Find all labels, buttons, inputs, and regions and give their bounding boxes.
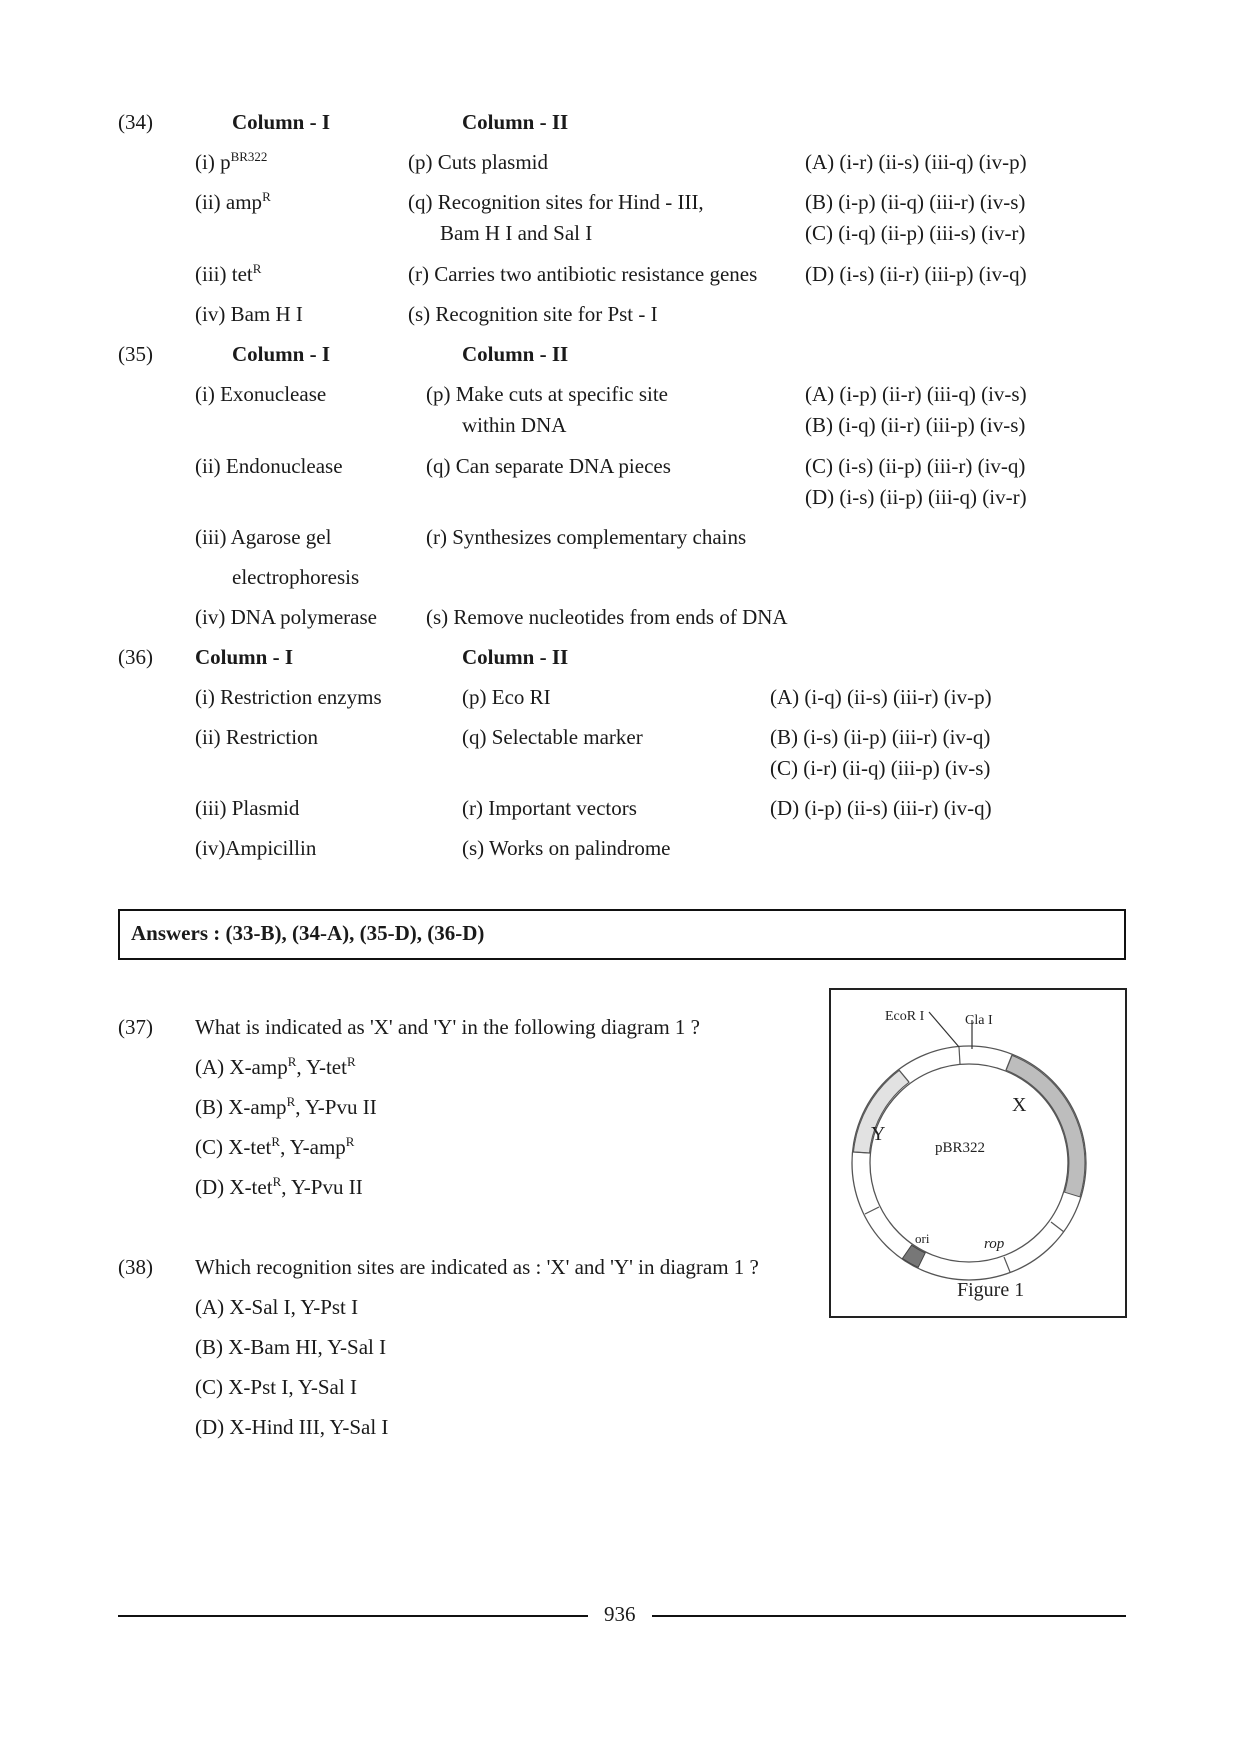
- plasmid-name: pBR322: [935, 1140, 986, 1156]
- q37-option: (B) X-amp$^R$, Y-Pvu II: [195, 1094, 377, 1119]
- q34-left-item: (i) $p^{BR322}$: [195, 149, 268, 174]
- plasmid-diagram: [831, 990, 1125, 1316]
- q35-option: (D) (i-s) (ii-p) (iii-q) (iv-r): [805, 485, 1027, 509]
- q35-option: (B) (i-q) (ii-r) (iii-p) (iv-s): [805, 413, 1026, 437]
- q37-option: (A) X-amp$^R$, Y-tet$^R$: [195, 1054, 356, 1079]
- q36-option: (A) (i-q) (ii-s) (iii-r) (iv-p): [770, 685, 992, 709]
- q34-option: (B) (i-p) (ii-q) (iii-r) (iv-s): [805, 190, 1026, 214]
- q35-right-item: (q) Can separate DNA pieces: [426, 454, 671, 478]
- ring-inner: [870, 1064, 1068, 1262]
- q36-left-item: (ii) Restriction: [195, 725, 319, 749]
- q34-option: (A) (i-r) (ii-s) (iii-q) (iv-p): [805, 150, 1027, 174]
- ori-label: ori: [915, 1231, 930, 1246]
- q36-option: (D) (i-p) (ii-s) (iii-r) (iv-q): [770, 796, 992, 820]
- q36-left-item: (iv)Ampicillin: [195, 836, 317, 860]
- q35-option: (A) (i-p) (ii-r) (iii-q) (iv-s): [805, 382, 1027, 406]
- q35-right-item: (p) Make cuts at specific site: [426, 382, 668, 406]
- q34-left-item: (ii) amp$^R$: [195, 189, 271, 214]
- q38-question: Which recognition sites are indicated as : 'X' and 'Y' in diagram 1 ?: [195, 1255, 759, 1279]
- q34-option: (D) (i-s) (ii-r) (iii-p) (iv-q): [805, 262, 1027, 286]
- ecori-pointer: [929, 1012, 959, 1047]
- q37-number: (37): [118, 1015, 153, 1039]
- q35-left-item: (iii) Agarose gel: [195, 525, 332, 549]
- figure-caption: Figure 1: [957, 1279, 1025, 1301]
- q38-option: (C) X-Pst I, Y-Sal I: [195, 1375, 357, 1399]
- q36-option: (B) (i-s) (ii-p) (iii-r) (iv-q): [770, 725, 991, 749]
- figure-1-frame: [829, 988, 1127, 1318]
- q35-col1-head: Column - I: [232, 342, 331, 366]
- q35-right-item: (s) Remove nucleotides from ends of DNA: [426, 605, 788, 629]
- q34-right-item: (q) Recognition sites for Hind - III,: [408, 190, 704, 214]
- q36-right-item: (p) Eco RI: [462, 685, 551, 709]
- q34-right-item: (p) Cuts plasmid: [408, 150, 548, 174]
- q34-right-item: Bam H I and Sal I: [440, 221, 593, 245]
- q37-question: What is indicated as 'X' and 'Y' in the following diagram 1 ?: [195, 1015, 701, 1039]
- page-number: 936: [604, 1602, 636, 1626]
- q35-number: (35): [118, 342, 153, 366]
- q35-left-item: (i) Exonuclease: [195, 382, 327, 406]
- q34-right-item: (s) Recognition site for Pst - I: [408, 302, 658, 326]
- q34-col1-head: Column - I: [232, 110, 331, 134]
- q38-number: (38): [118, 1255, 153, 1279]
- q38-option: (B) X-Bam HI, Y-Sal I: [195, 1335, 387, 1359]
- q36-number: (36): [118, 645, 153, 669]
- q34-right-item: (r) Carries two antibiotic resistance genes: [408, 262, 758, 286]
- q38-option: (D) X-Hind III, Y-Sal I: [195, 1415, 389, 1439]
- y-label: Y: [871, 1123, 886, 1145]
- q34-number: (34): [118, 110, 153, 134]
- q37-option: (D) X-tet$^R$, Y-Pvu II: [195, 1174, 363, 1199]
- ecori-label: EcoR I: [885, 1009, 925, 1024]
- q36-right-item: (s) Works on palindrome: [462, 836, 671, 860]
- q36-left-item: (i) Restriction enzyms: [195, 685, 382, 709]
- q35-col2-head: Column - II: [462, 342, 569, 366]
- q36-col2-head: Column - II: [462, 645, 569, 669]
- footer-rule-right: [652, 1615, 1126, 1617]
- x-label: X: [1012, 1094, 1027, 1116]
- q35-left-item: (iv) DNA polymerase: [195, 605, 377, 629]
- q35-option: (C) (i-s) (ii-p) (iii-r) (iv-q): [805, 454, 1026, 478]
- q36-col1-head: Column - I: [195, 645, 294, 669]
- q37-option: (C) X-tet$^R$, Y-amp$^R$: [195, 1134, 355, 1159]
- q35-right-item: (r) Synthesizes complementary chains: [426, 525, 747, 549]
- q36-left-item: (iii) Plasmid: [195, 796, 300, 820]
- rop-label: rop: [984, 1236, 1005, 1252]
- q36-option: (C) (i-r) (ii-q) (iii-p) (iv-s): [770, 756, 991, 780]
- q35-right-item: within DNA: [462, 413, 567, 437]
- q34-left-item: (iii) tet$^R$: [195, 261, 262, 286]
- answers-text: Answers : (33-B), (34-A), (35-D), (36-D): [131, 921, 485, 945]
- q34-option: (C) (i-q) (ii-p) (iii-s) (iv-r): [805, 221, 1026, 245]
- ori-block: [902, 1245, 925, 1267]
- q36-right-item: (q) Selectable marker: [462, 725, 643, 749]
- clai-label: Cla I: [965, 1013, 993, 1028]
- q34-col2-head: Column - II: [462, 110, 569, 134]
- q35-left-item: electrophoresis: [232, 565, 360, 589]
- q38-option: (A) X-Sal I, Y-Pst I: [195, 1295, 359, 1319]
- footer-rule-left: [118, 1615, 588, 1617]
- q35-left-item: (ii) Endonuclease: [195, 454, 343, 478]
- q36-right-item: (r) Important vectors: [462, 796, 637, 820]
- q34-left-item: (iv) Bam H I: [195, 302, 303, 326]
